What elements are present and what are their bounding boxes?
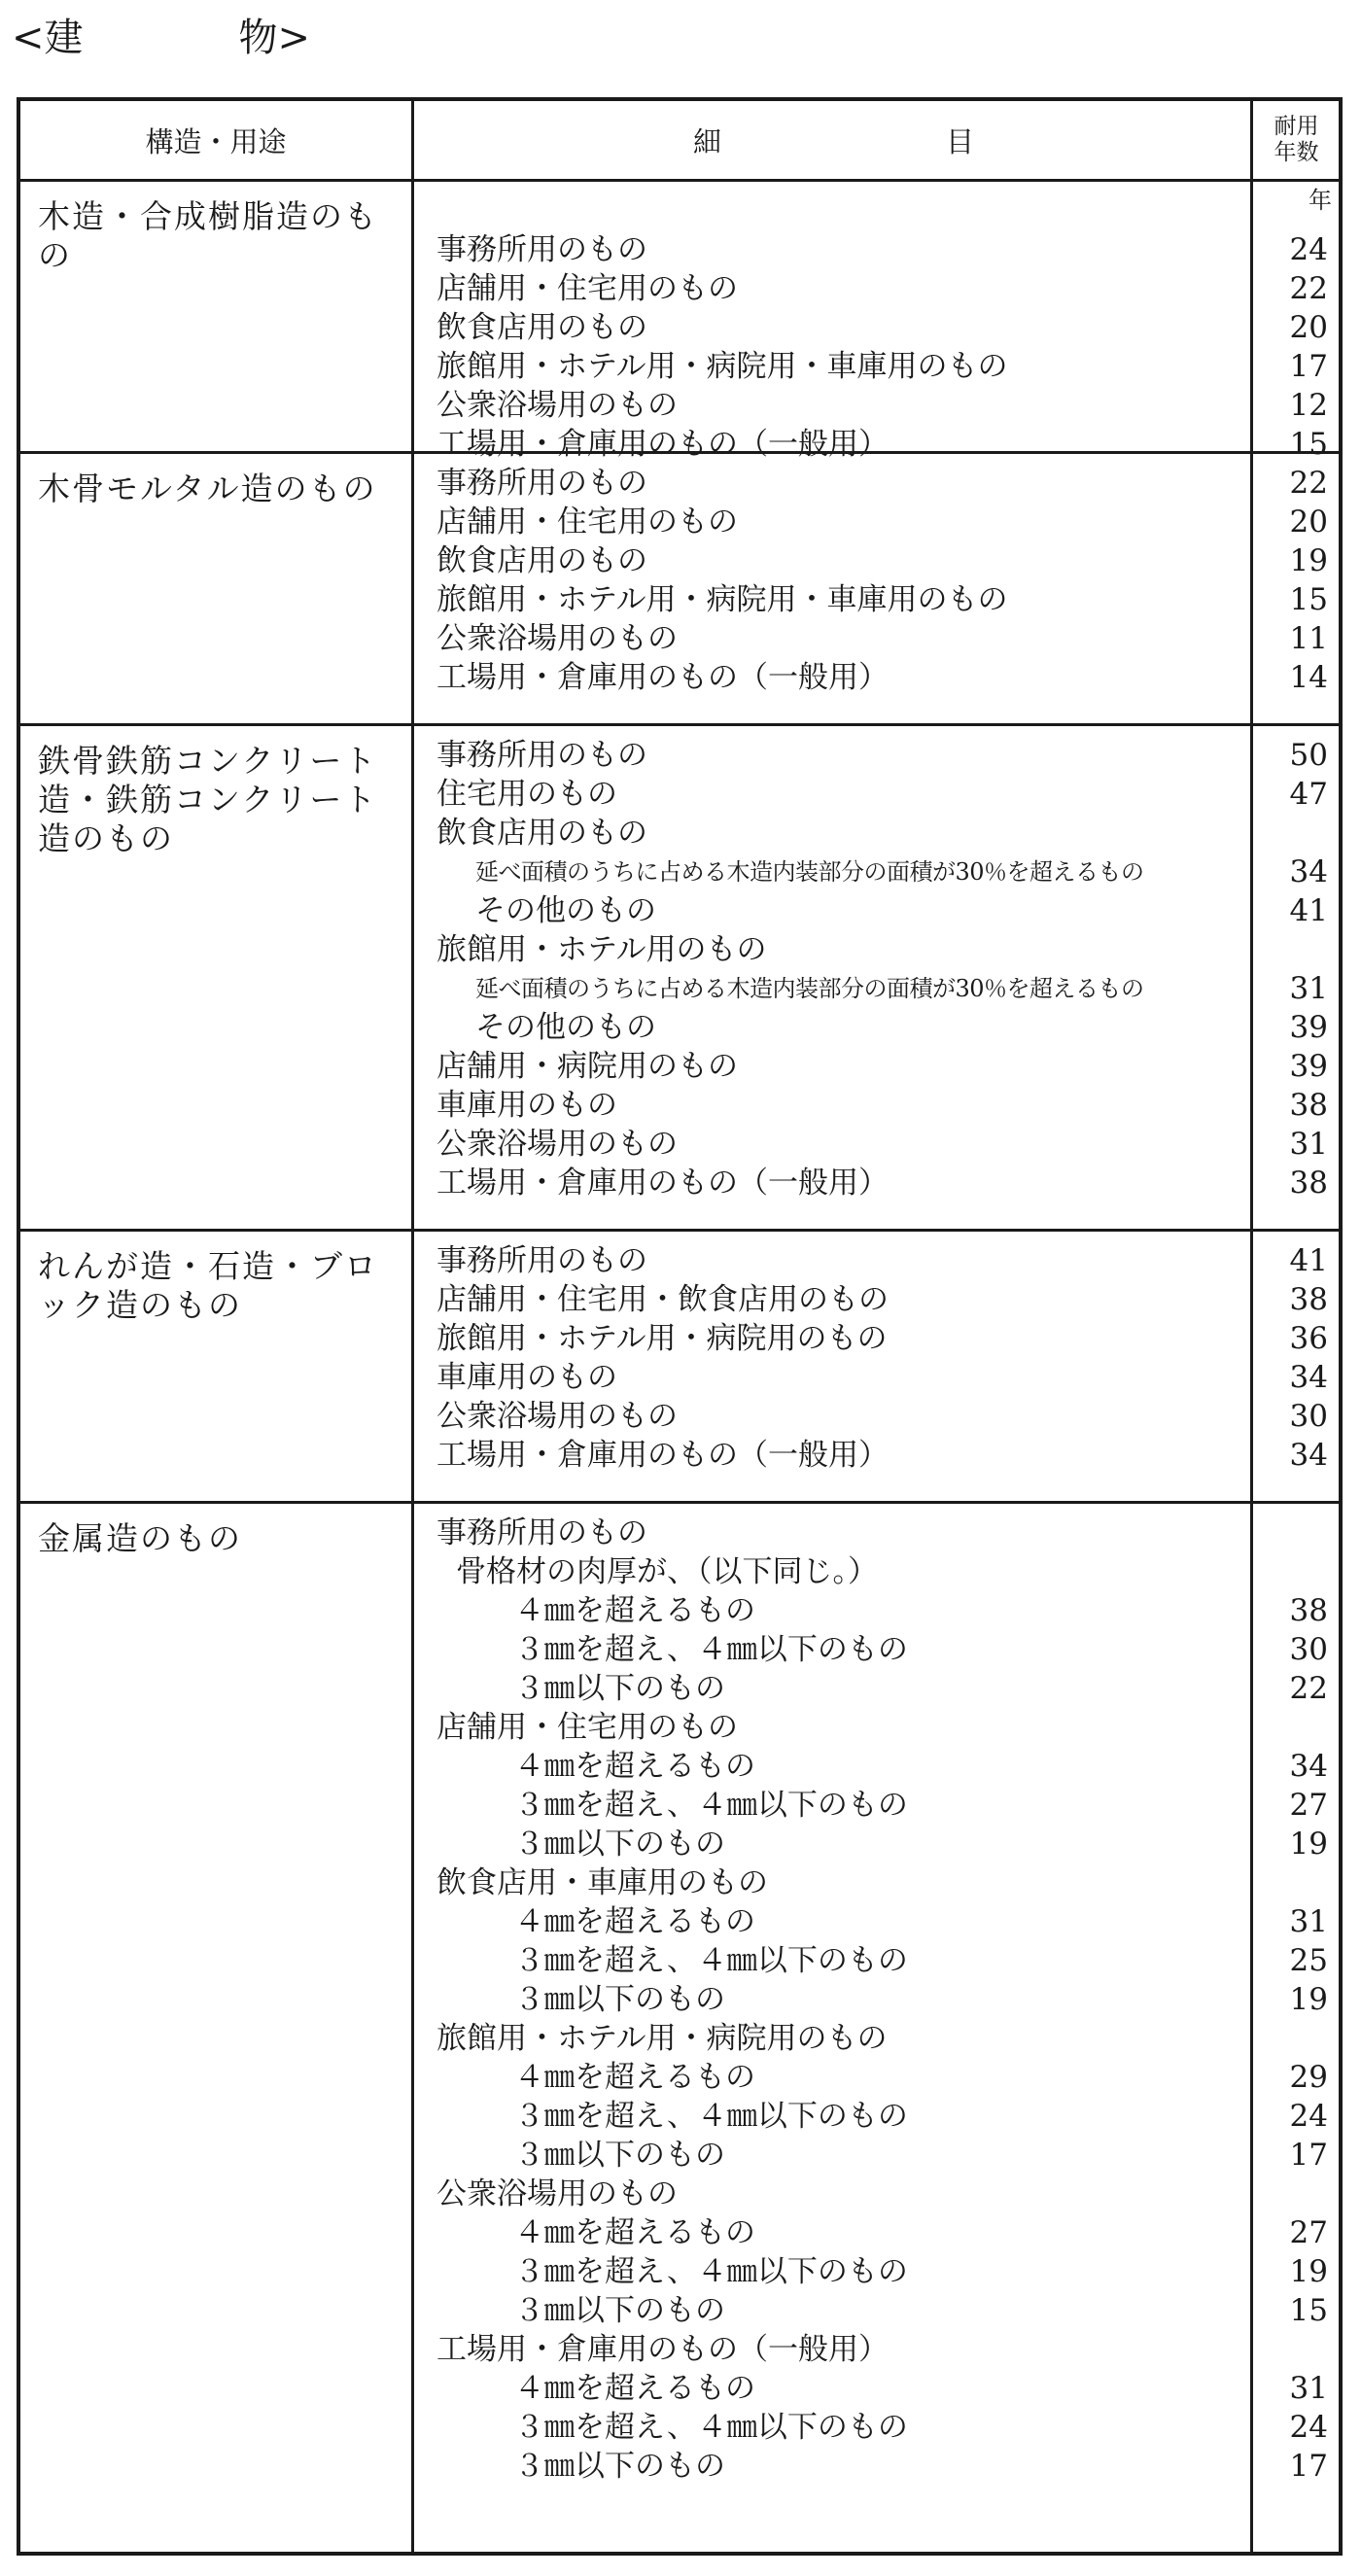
table-row (20, 2097, 1339, 2136)
detail-text: ３㎜を超え、４㎜以下のもの (514, 2410, 908, 2445)
useful-life-years: 17 (1289, 2138, 1328, 2173)
table-row (20, 1280, 1339, 1319)
useful-life-years: 31 (1289, 1127, 1328, 1162)
detail-text: 工場用・倉庫用のもの（一般用） (436, 660, 889, 695)
table-row (20, 736, 1339, 775)
table-row (20, 464, 1339, 503)
detail-text: ３㎜以下のもの (514, 1982, 725, 2017)
table-row (20, 347, 1339, 386)
useful-life-years: 15 (1289, 582, 1328, 617)
detail-text: 飲食店用・車庫用のもの (436, 1865, 768, 1900)
table-row (20, 308, 1339, 347)
detail-text: 骨格材の肉厚が、（以下同じ。） (456, 1554, 878, 1589)
useful-life-years: 50 (1289, 738, 1328, 773)
detail-text: ４㎜を超えるもの (514, 1593, 755, 1628)
table-row (20, 580, 1339, 619)
detail-text: 工場用・倉庫用のもの（一般用） (436, 1438, 889, 1473)
table-row (20, 2330, 1339, 2369)
useful-life-years (1250, 2175, 1328, 2213)
useful-life-years: 22 (1289, 1671, 1328, 1706)
table-row (20, 619, 1339, 658)
table-row (20, 1047, 1339, 1086)
useful-life-years: 15 (1289, 2293, 1328, 2328)
detail-text: 旅館用・ホテル用・病院用・車庫用のもの (436, 349, 1008, 384)
useful-life-years: 36 (1289, 1321, 1328, 1356)
detail-text: ３㎜を超え、４㎜以下のもの (514, 2099, 908, 2134)
useful-life-years: 31 (1289, 971, 1328, 1006)
detail-text: ４㎜を超えるもの (514, 2371, 755, 2406)
useful-life-years: 39 (1289, 1049, 1328, 1084)
table-row (20, 1086, 1339, 1125)
header-years-line2: 年数 (1274, 140, 1319, 165)
useful-life-years: 34 (1289, 854, 1328, 889)
detail-text: 旅館用・ホテル用・病院用・車庫用のもの (436, 582, 1008, 617)
useful-life-years: 41 (1289, 1243, 1328, 1278)
useful-life-years (1250, 1708, 1328, 1747)
useful-life-years: 30 (1289, 1399, 1328, 1434)
structure-label: 鉄骨鉄筋コンクリート造・鉄筋コンクリート造のもの (38, 742, 378, 857)
useful-life-years: 14 (1289, 660, 1328, 695)
useful-life-table (17, 97, 1343, 2556)
useful-life-years: 31 (1289, 1904, 1328, 1939)
detail-text: 旅館用・ホテル用のもの (436, 932, 767, 967)
table-row (20, 853, 1339, 891)
table-row (20, 2213, 1339, 2252)
table-section (20, 1232, 1339, 1504)
table-row (20, 1008, 1339, 1047)
detail-text: 飲食店用のもの (436, 816, 647, 851)
useful-life-years: 24 (1289, 2410, 1328, 2445)
page-title: <建 物> (12, 16, 311, 60)
useful-life-years: 39 (1289, 1010, 1328, 1045)
table-row (20, 1552, 1339, 1591)
detail-text: ３㎜を超え、４㎜以下のもの (514, 2254, 908, 2289)
useful-life-years: 22 (1289, 271, 1328, 306)
detail-text: 工場用・倉庫用のもの（一般用） (436, 2332, 889, 2367)
table-row (20, 891, 1339, 930)
table-section (20, 454, 1339, 726)
detail-text: ３㎜以下のもの (514, 2293, 725, 2328)
detail-text: 車庫用のもの (436, 1088, 617, 1123)
table-row (20, 1825, 1339, 1863)
detail-text: ３㎜を超え、４㎜以下のもの (514, 1632, 908, 1667)
useful-life-years (1250, 2019, 1328, 2058)
table-row (20, 269, 1339, 308)
table-row (20, 1241, 1339, 1280)
detail-text: 事務所用のもの (436, 466, 647, 501)
detail-text: ３㎜を超え、４㎜以下のもの (514, 1788, 908, 1823)
header-detail-char-2: 目 (946, 124, 975, 158)
detail-text: 事務所用のもの (436, 232, 647, 267)
table-row (20, 1164, 1339, 1202)
table-row (20, 541, 1339, 580)
table-header (20, 101, 1339, 182)
detail-text: ３㎜以下のもの (514, 2138, 725, 2173)
useful-life-years (1250, 1863, 1328, 1902)
detail-text: 公衆浴場用のもの (436, 621, 678, 656)
useful-life-years: 31 (1289, 2371, 1328, 2406)
detail-text: ３㎜以下のもの (514, 1671, 725, 1706)
detail-text: 住宅用のもの (436, 777, 617, 812)
table-row (20, 503, 1339, 541)
useful-life-years (1250, 930, 1328, 969)
structure-label: れんが造・石造・ブロック造のもの (38, 1247, 378, 1324)
detail-text: 旅館用・ホテル用・病院用のもの (436, 2021, 888, 2056)
useful-life-years (1250, 2330, 1328, 2369)
table-row (20, 775, 1339, 814)
detail-text: 事務所用のもの (436, 738, 647, 773)
table-row (20, 1708, 1339, 1747)
detail-text: ４㎜を超えるもの (514, 1749, 755, 1784)
table-row (20, 2408, 1339, 2447)
detail-text: ３㎜以下のもの (514, 1827, 725, 1862)
useful-life-years (1250, 1514, 1328, 1552)
table-row (20, 2019, 1339, 2058)
table-row (20, 1125, 1339, 1164)
structure-label: 木造・合成樹脂造のもの (38, 197, 378, 274)
detail-text: 店舗用・病院用のもの (436, 1049, 738, 1084)
header-years (1250, 101, 1343, 179)
table-row (20, 1980, 1339, 2019)
table-row (20, 386, 1339, 425)
detail-text: 車庫用のもの (436, 1360, 617, 1395)
useful-life-years: 25 (1289, 1943, 1328, 1978)
table-row (20, 1358, 1339, 1397)
detail-text: 店舗用・住宅用のもの (436, 505, 738, 540)
table-section (20, 726, 1339, 1232)
useful-life-years: 19 (1289, 543, 1328, 578)
detail-text: 店舗用・住宅用のもの (436, 271, 738, 306)
detail-text: 飲食店用のもの (436, 543, 647, 578)
structure-label: 木骨モルタル造のもの (38, 470, 377, 507)
detail-text: ４㎜を超えるもの (514, 2215, 755, 2250)
table-row (20, 1747, 1339, 1786)
table-section (20, 182, 1339, 462)
table-row (20, 1591, 1339, 1630)
detail-text: ３㎜を超え、４㎜以下のもの (514, 1943, 908, 1978)
detail-text: 公衆浴場用のもの (436, 2176, 678, 2211)
useful-life-years: 20 (1289, 310, 1328, 345)
table-row (20, 1514, 1339, 1552)
table-row (20, 1669, 1339, 1708)
detail-text: 店舗用・住宅用・飲食店用のもの (436, 1282, 889, 1317)
detail-text: ４㎜を超えるもの (514, 2060, 755, 2095)
useful-life-years: 38 (1289, 1593, 1328, 1628)
header-structure: 構造・用途 (145, 124, 287, 158)
useful-life-years: 34 (1289, 1749, 1328, 1784)
table-row (20, 2291, 1339, 2330)
header-detail-char-1: 細 (693, 124, 722, 158)
useful-life-years: 27 (1289, 1788, 1328, 1823)
header-detail (411, 101, 1250, 179)
table-row (20, 1902, 1339, 1941)
useful-life-years: 29 (1289, 2060, 1328, 2095)
useful-life-years: 38 (1289, 1088, 1328, 1123)
table-row (20, 930, 1339, 969)
useful-life-years: 38 (1289, 1282, 1328, 1317)
detail-text: 延べ面積のうちに占める木造内装部分の面積が30％を超えるもの (475, 975, 1144, 1002)
table-row (20, 2447, 1339, 2486)
useful-life-years: 15 (1289, 427, 1328, 462)
table-row (20, 2175, 1339, 2213)
table-row (20, 1941, 1339, 1980)
useful-life-years: 17 (1289, 2449, 1328, 2484)
structure-label: 金属造のもの (38, 1519, 242, 1557)
table-row (20, 658, 1339, 697)
useful-life-years: 24 (1289, 232, 1328, 267)
useful-life-years: 12 (1289, 388, 1328, 423)
table-row (20, 814, 1339, 853)
table-row (20, 1863, 1339, 1902)
table-row (20, 1397, 1339, 1436)
detail-text: 店舗用・住宅用のもの (436, 1710, 738, 1745)
table-row (20, 2369, 1339, 2408)
detail-text: 公衆浴場用のもの (436, 1399, 678, 1434)
unit-label: 年 (1309, 187, 1332, 214)
detail-text: 事務所用のもの (436, 1243, 647, 1278)
detail-text: その他のもの (475, 893, 656, 928)
useful-life-years: 41 (1289, 893, 1328, 928)
table-row (20, 1436, 1339, 1475)
useful-life-years: 30 (1289, 1632, 1328, 1667)
useful-life-years: 34 (1289, 1360, 1328, 1395)
detail-text: 工場用・倉庫用のもの（一般用） (436, 427, 889, 462)
detail-text: ４㎜を超えるもの (514, 1904, 755, 1939)
useful-life-years: 11 (1289, 621, 1328, 656)
useful-life-years: 22 (1289, 466, 1328, 501)
useful-life-years: 34 (1289, 1438, 1328, 1473)
useful-life-years (1250, 1552, 1328, 1591)
detail-text: 延べ面積のうちに占める木造内装部分の面積が30％を超えるもの (475, 858, 1144, 886)
detail-text: 公衆浴場用のもの (436, 1127, 678, 1162)
table-row (20, 2136, 1339, 2175)
table-row (20, 2252, 1339, 2291)
header-years-line1: 耐用 (1274, 114, 1319, 139)
useful-life-years: 24 (1289, 2099, 1328, 2134)
useful-life-years: 27 (1289, 2215, 1328, 2250)
table-row (20, 1319, 1339, 1358)
table-row (20, 969, 1339, 1008)
useful-life-years: 19 (1289, 2254, 1328, 2289)
detail-text: その他のもの (475, 1010, 656, 1045)
useful-life-years: 20 (1289, 505, 1328, 540)
detail-text: 公衆浴場用のもの (436, 388, 678, 423)
useful-life-years: 17 (1289, 349, 1328, 384)
detail-text: 旅館用・ホテル用・病院用のもの (436, 1321, 888, 1356)
useful-life-years: 19 (1289, 1827, 1328, 1862)
table-section (20, 1504, 1339, 2556)
useful-life-years: 38 (1289, 1166, 1328, 1201)
detail-text: ３㎜以下のもの (514, 2449, 725, 2484)
table-row (20, 1786, 1339, 1825)
useful-life-years: 47 (1289, 777, 1328, 812)
table-row (20, 2058, 1339, 2097)
detail-text: 事務所用のもの (436, 1515, 647, 1550)
useful-life-years: 19 (1289, 1982, 1328, 2017)
detail-text: 工場用・倉庫用のもの（一般用） (436, 1166, 889, 1201)
table-row (20, 1630, 1339, 1669)
table-row (20, 230, 1339, 269)
useful-life-years (1250, 814, 1328, 853)
detail-text: 飲食店用のもの (436, 310, 647, 345)
